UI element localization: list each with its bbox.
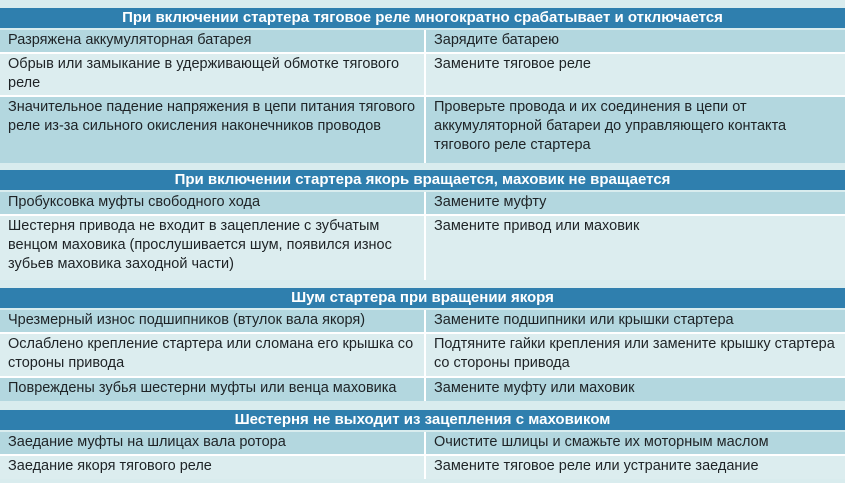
remedy-cell: Замените тяговое реле	[434, 56, 591, 72]
table-row	[0, 334, 845, 376]
remedy-cell: Проверьте провода и их соединения в цепи от аккумуляторной батареи до управляющего контакта тягового реле стартера	[434, 99, 787, 153]
table-row	[0, 97, 845, 163]
section-header: Шум стартера при вращении якоря	[0, 288, 845, 308]
cause-cell: Повреждены зубья шестерни муфты или венца маховика	[0, 378, 426, 401]
table-row	[0, 432, 845, 454]
section-header: При включении стартера якорь вращается, маховик не вращается	[0, 170, 845, 190]
table-row	[0, 456, 845, 479]
remedy-cell: Замените муфту или маховик	[434, 380, 635, 396]
table-row	[0, 192, 845, 214]
table-row	[0, 378, 845, 401]
remedy-cell: Подтяните гайки крепления или замените крышку стартера со стороны привода	[434, 336, 835, 371]
cause-cell: Значительное падение напряжения в цепи питания тягового реле из-за сильного окисления наконечников проводов	[0, 97, 426, 163]
cause-cell: Ослаблено крепление стартера или сломана его крышка со стороны привода	[0, 334, 426, 376]
cause-cell: Заедание якоря тягового реле	[0, 456, 426, 479]
section-header: При включении стартера тяговое реле многократно срабатывает и отключается	[0, 8, 845, 28]
remedy-cell: Замените муфту	[434, 194, 547, 210]
remedy-cell: Замените подшипники или крышки стартера	[434, 312, 734, 328]
table-row	[0, 30, 845, 52]
cause-cell: Обрыв или замыкание в удерживающей обмотке тягового реле	[0, 54, 426, 95]
remedy-cell: Замените тяговое реле или устраните заедание	[434, 458, 759, 474]
cause-cell: Шестерня привода не входит в зацепление с зубчатым венцом маховика (прослушивается шум, появился износ зубьев маховика заходной части)	[0, 216, 426, 280]
cause-cell: Заедание муфты на шлицах вала ротора	[0, 432, 426, 454]
remedy-cell: Замените привод или маховик	[434, 218, 640, 234]
table-row	[0, 310, 845, 332]
cause-cell: Чрезмерный износ подшипников (втулок вала якоря)	[0, 310, 426, 332]
section-header: Шестерня не выходит из зацепления с маховиком	[0, 410, 845, 430]
cause-cell: Разряжена аккумуляторная батарея	[0, 30, 426, 52]
table-row	[0, 216, 845, 280]
table-row	[0, 54, 845, 95]
remedy-cell: Зарядите батарею	[434, 32, 559, 48]
remedy-cell: Очистите шлицы и смажьте их моторным маслом	[434, 434, 769, 450]
cause-cell: Пробуксовка муфты свободного хода	[0, 192, 426, 214]
